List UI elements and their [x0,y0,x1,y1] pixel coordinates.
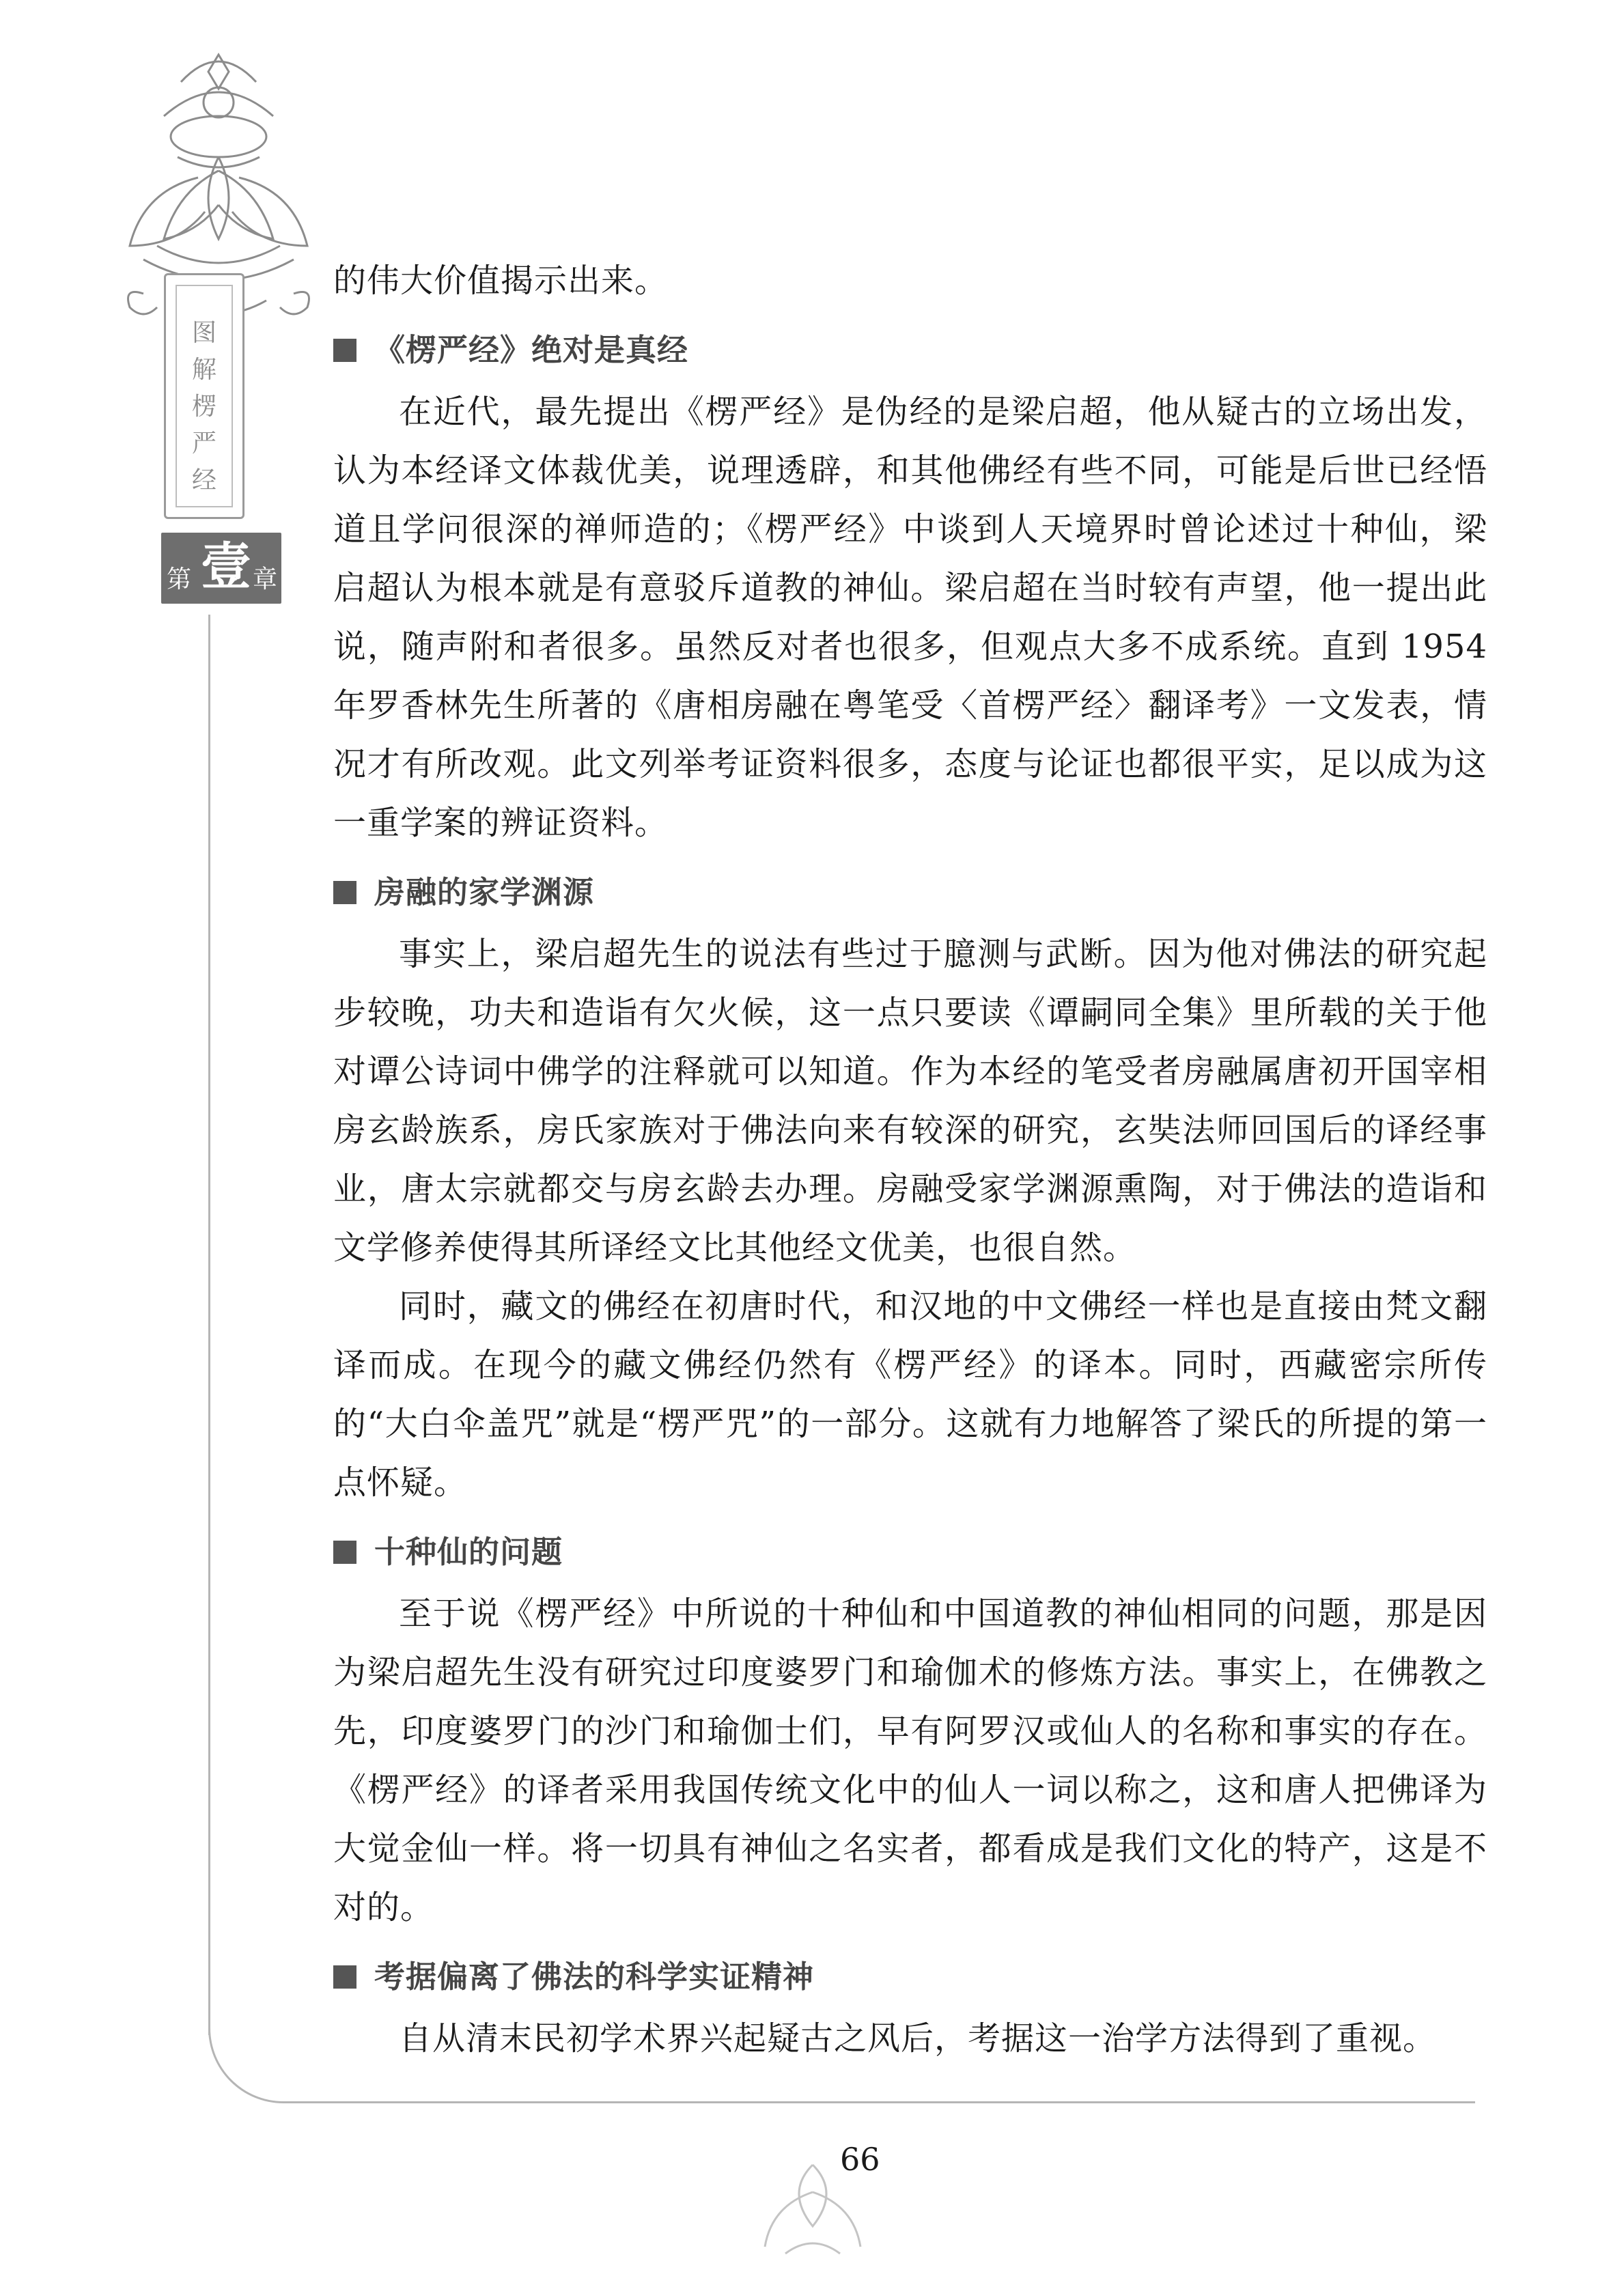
paragraph: 自从清末民初学术界兴起疑古之风后，考据这一治学方法得到了重视。 [399,2019,1437,2058]
chapter-prefix: 第 [167,565,192,593]
section-heading-text: 房融的家学渊源 [374,874,595,910]
margin-corner-curve [208,2021,290,2103]
book-title-char: 解 [191,356,216,384]
bottom-rule [287,2101,1475,2103]
margin-rule [208,615,210,2035]
section-heading [333,1948,1487,2006]
intro-line: 的伟大价值揭示出来。 [333,262,669,300]
book-title-char: 楞 [191,393,216,421]
section-heading-text: 考据偏离了佛法的科学实证精神 [374,1959,815,1995]
book-title-char: 图 [191,319,216,347]
paragraph: 事实上，梁启超先生的说法有些过于臆测与武断。因为他对佛法的研究起步较晚，功夫和造诣有欠火候，这一点只要读《谭嗣同全集》里所载的关于他对谭公诗词中佛学的注释就可以知道。作为本经的笔受者房融属唐初开国宰相房玄龄族系，房氏家族对于佛法向来有较深的研究，玄奘法师回国后的译经事业，唐太宗就都交与房玄龄去办理。房融受家学渊源熏陶，对于佛法的造诣和文学修养使得其所译经文比其他经文优美，也很自然。 [333,935,1487,1267]
square-bullet-icon [333,1541,356,1564]
chapter-suffix: 章 [253,565,278,593]
section-heading [333,1523,1487,1582]
square-bullet-icon [333,339,356,362]
chapter-number: 壹 [201,537,251,596]
section-heading [333,863,1487,922]
book-title-char: 严 [191,430,216,458]
page-body [333,251,1487,2068]
square-bullet-icon [333,881,356,904]
section-heading-text: 《楞严经》绝对是真经 [374,332,689,368]
chapter-label [161,533,281,604]
page-number: 66 [840,2141,880,2178]
paragraph: 在近代，最先提出《楞严经》是伪经的是梁启超，他从疑古的立场出发，认为本经译文体裁优美，说理透辟，和其他佛经有些不同，可能是后世已经悟道且学问很深的禅师造的；《楞严经》中谈到人天境界时曾论述过十种仙，梁启超认为根本就是有意驳斥道教的神仙。梁启超在当时较有声望，他一提出此说，随声附和者很多。虽然反对者也很多，但观点大多不成系统。直到 1954 年罗香林先生所著的《唐相房融在粤笔受〈首楞严经〉翻译考》一文发表，情况才有所改观。此文列举考证资料很多，态度与论证也都很平实，足以成为这一重学案的辨证资料。 [333,393,1487,842]
book-title-char: 经 [191,466,216,494]
paragraph: 至于说《楞严经》中所说的十种仙和中国道教的神仙相同的问题，那是因为梁启超先生没有研究过印度婆罗门和瑜伽术的修炼方法。事实上，在佛教之先，印度婆罗门的沙门和瑜伽士们，早有阿罗汉或仙人的名称和事实的存在。《楞严经》的译者采用我国传统文化中的仙人一词以称之，这和唐人把佛译为大觉金仙一样。将一切具有神仙之名实者，都看成是我们文化的特产，这是不对的。 [333,1595,1487,1926]
section-heading [333,321,1487,380]
paragraph: 同时，藏文的佛经在初唐时代，和汉地的中文佛经一样也是直接由梵文翻译而成。在现今的藏文佛经仍然有《楞严经》的译本。同时，西藏密宗所传的“大白伞盖咒”就是“楞严咒”的一部分。这就有力地解答了梁氏的所提的第一点怀疑。 [333,1287,1487,1502]
square-bullet-icon [333,1965,356,1989]
book-title-tab [164,273,244,519]
section-heading-text: 十种仙的问题 [374,1534,563,1570]
